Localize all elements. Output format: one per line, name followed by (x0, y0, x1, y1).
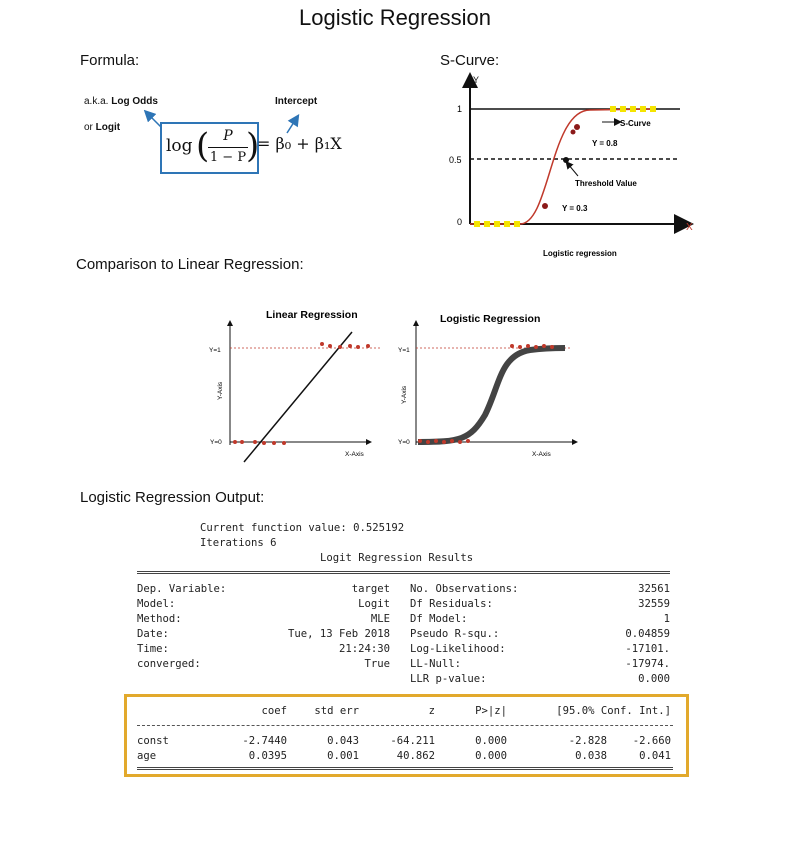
point (484, 221, 490, 227)
stat-value: Logit (358, 598, 390, 610)
label-y03: Y = 0.3 (562, 204, 588, 213)
point (320, 342, 324, 346)
log-odds-label: Log Odds (111, 96, 158, 107)
linear-title: Linear Regression (266, 309, 358, 321)
point (426, 440, 430, 444)
coef-row-const (127, 735, 675, 750)
table-top-rule (137, 571, 670, 574)
ci-high-value: -2.660 (632, 735, 671, 747)
point (450, 439, 454, 443)
point (518, 345, 522, 349)
stat-value: target (351, 583, 390, 595)
stat-value: -17974. (625, 658, 670, 670)
point (640, 106, 646, 112)
stat-row (137, 658, 670, 673)
logistic-x-arrowhead (572, 439, 578, 445)
linear-x-arrowhead (366, 439, 372, 445)
stat-label: Dep. Variable: (137, 583, 227, 595)
ci-low-value: -2.828 (568, 735, 607, 747)
scurve-y-label: Y (473, 75, 480, 85)
logistic-y-axis-label: Y-Axis (401, 385, 408, 404)
coef-bottom-rule (137, 767, 673, 770)
fraction-numerator: P (223, 128, 233, 144)
logistic-fit-curve (418, 348, 565, 442)
comparison-heading: Comparison to Linear Regression: (76, 256, 304, 273)
point (272, 441, 276, 445)
point (474, 221, 480, 227)
point (494, 221, 500, 227)
coef-header: P>|z| (475, 705, 507, 717)
formula-arrows (0, 0, 400, 240)
coef-header: std err (314, 705, 359, 717)
linear-regression-chart (200, 300, 400, 470)
curve-point (542, 203, 548, 209)
point (630, 106, 636, 112)
coef-var: const (137, 735, 169, 747)
stat-label: Model: (137, 598, 176, 610)
point (466, 439, 470, 443)
stat-row (137, 613, 670, 628)
linear-y-arrowhead (227, 320, 233, 326)
logistic-y1-label: Y=1 (398, 347, 410, 354)
coef-var: age (137, 750, 157, 762)
std-err-value: 0.001 (327, 750, 359, 762)
z-value: 40.862 (396, 750, 435, 762)
point (542, 344, 546, 348)
or-prefix: or (84, 122, 96, 133)
std-err-value: 0.043 (327, 735, 359, 747)
point (610, 106, 616, 112)
stat-row (137, 628, 670, 643)
point (510, 344, 514, 348)
scurve-x-label: X (686, 222, 693, 233)
stat-row (137, 598, 670, 613)
point (620, 106, 626, 112)
scurve-heading: S-Curve: (440, 52, 500, 69)
stat-value: 0.000 (638, 673, 670, 685)
coef-header-row (127, 705, 675, 720)
coef-table-highlight (124, 694, 689, 777)
linear-x-axis-label: X-Axis (345, 451, 364, 458)
aka-prefix: a.k.a. (84, 96, 112, 107)
stat-label: Df Model: (410, 613, 468, 625)
logistic-y0-label: Y=0 (398, 439, 410, 446)
stat-label: Method: (137, 613, 182, 625)
point (434, 439, 438, 443)
page-title: Logistic Regression (299, 5, 491, 30)
curve-point (574, 124, 580, 130)
intercept-arrow (287, 119, 296, 133)
stat-value: True (364, 658, 390, 670)
formula-heading: Formula: (80, 52, 140, 69)
coef-row-age (127, 750, 675, 765)
stat-value: -17101. (625, 643, 670, 655)
fraction-denominator: 1 − P (209, 150, 247, 165)
logistic-y-arrowhead (413, 320, 419, 326)
scurve-caption: Logistic regression (543, 249, 617, 258)
linear-y0-label: Y=0 (210, 439, 222, 446)
formula-rhs: = β₀ + β₁X (257, 134, 342, 153)
point (442, 440, 446, 444)
stat-label: converged: (137, 658, 201, 670)
p-value: 0.000 (475, 735, 507, 747)
ci-high-value: 0.041 (639, 750, 671, 762)
stat-row (137, 673, 670, 688)
p-value: 0.000 (475, 750, 507, 762)
point (526, 344, 530, 348)
stat-value: 0.04859 (625, 628, 670, 640)
stat-value: 21:24:30 (338, 643, 390, 655)
threshold-point (563, 157, 569, 163)
stat-label: Log-Likelihood: (410, 643, 506, 655)
stat-value: MLE (370, 613, 390, 625)
stat-value: 32561 (638, 583, 670, 595)
coef-header: z (428, 705, 435, 717)
point (240, 440, 244, 444)
logistic-points (418, 344, 554, 444)
results-title: Logit Regression Results (320, 552, 474, 564)
iterations-line: Iterations 6 (200, 537, 277, 549)
coef-value: 0.0395 (248, 750, 287, 762)
point (504, 221, 510, 227)
log-odds-box (160, 122, 259, 174)
function-value-line: Current function value: 0.525192 (200, 522, 405, 534)
stat-label: Df Residuals: (410, 598, 493, 610)
scurve-tick-0: 0 (457, 217, 463, 227)
label-scurve: S-Curve (620, 119, 651, 128)
linear-y-axis-label: Y-Axis (217, 381, 224, 400)
point (348, 344, 352, 348)
z-value: -64.211 (390, 735, 435, 747)
point (233, 440, 237, 444)
point (458, 440, 462, 444)
point (650, 106, 656, 112)
ci-low-value: 0.038 (575, 750, 607, 762)
stat-label: Pseudo R-squ.: (410, 628, 500, 640)
stat-label: No. Observations: (410, 583, 519, 595)
stat-value: 32559 (638, 598, 670, 610)
point (550, 345, 554, 349)
coef-header: coef (261, 705, 287, 717)
stat-label: LLR p-value: (410, 673, 487, 685)
stat-row (137, 643, 670, 658)
label-threshold: Threshold Value (575, 179, 637, 188)
coef-header: [95.0% Conf. Int.] (556, 705, 671, 717)
log-function: log (166, 136, 193, 156)
stat-value: 1 (663, 613, 670, 625)
scurve-tick-1: 1 (457, 104, 463, 114)
paren-open: ( (196, 126, 210, 166)
coef-header-rule (137, 725, 673, 726)
scurve-tick-05: 0.5 (449, 155, 462, 165)
stat-label: LL-Null: (410, 658, 462, 670)
point (514, 221, 520, 227)
fraction-bar (208, 147, 248, 148)
point (366, 344, 370, 348)
linear-y1-label: Y=1 (209, 347, 221, 354)
intercept-label: Intercept (275, 96, 318, 107)
logistic-title: Logistic Regression (440, 313, 541, 325)
point (534, 345, 538, 349)
point (328, 344, 332, 348)
logistic-x-axis-label: X-Axis (532, 451, 551, 458)
stat-label: Date: (137, 628, 169, 640)
stats-block (137, 583, 670, 693)
stat-value: Tue, 13 Feb 2018 (287, 628, 390, 640)
point (356, 345, 360, 349)
point (282, 441, 286, 445)
point (338, 345, 342, 349)
stat-label: Time: (137, 643, 169, 655)
logit-label: Logit (95, 122, 121, 133)
paren-close: ) (246, 126, 260, 166)
curve-point (571, 130, 576, 135)
output-heading: Logistic Regression Output: (80, 489, 265, 506)
coef-value: -2.7440 (242, 735, 287, 747)
point (418, 439, 422, 443)
stat-row (137, 583, 670, 598)
label-y08: Y = 0.8 (592, 139, 618, 148)
scurve-diagram (440, 70, 710, 270)
point (262, 441, 266, 445)
logistic-regression-chart (390, 300, 590, 470)
point (253, 440, 257, 444)
threshold-arrow (568, 164, 578, 176)
